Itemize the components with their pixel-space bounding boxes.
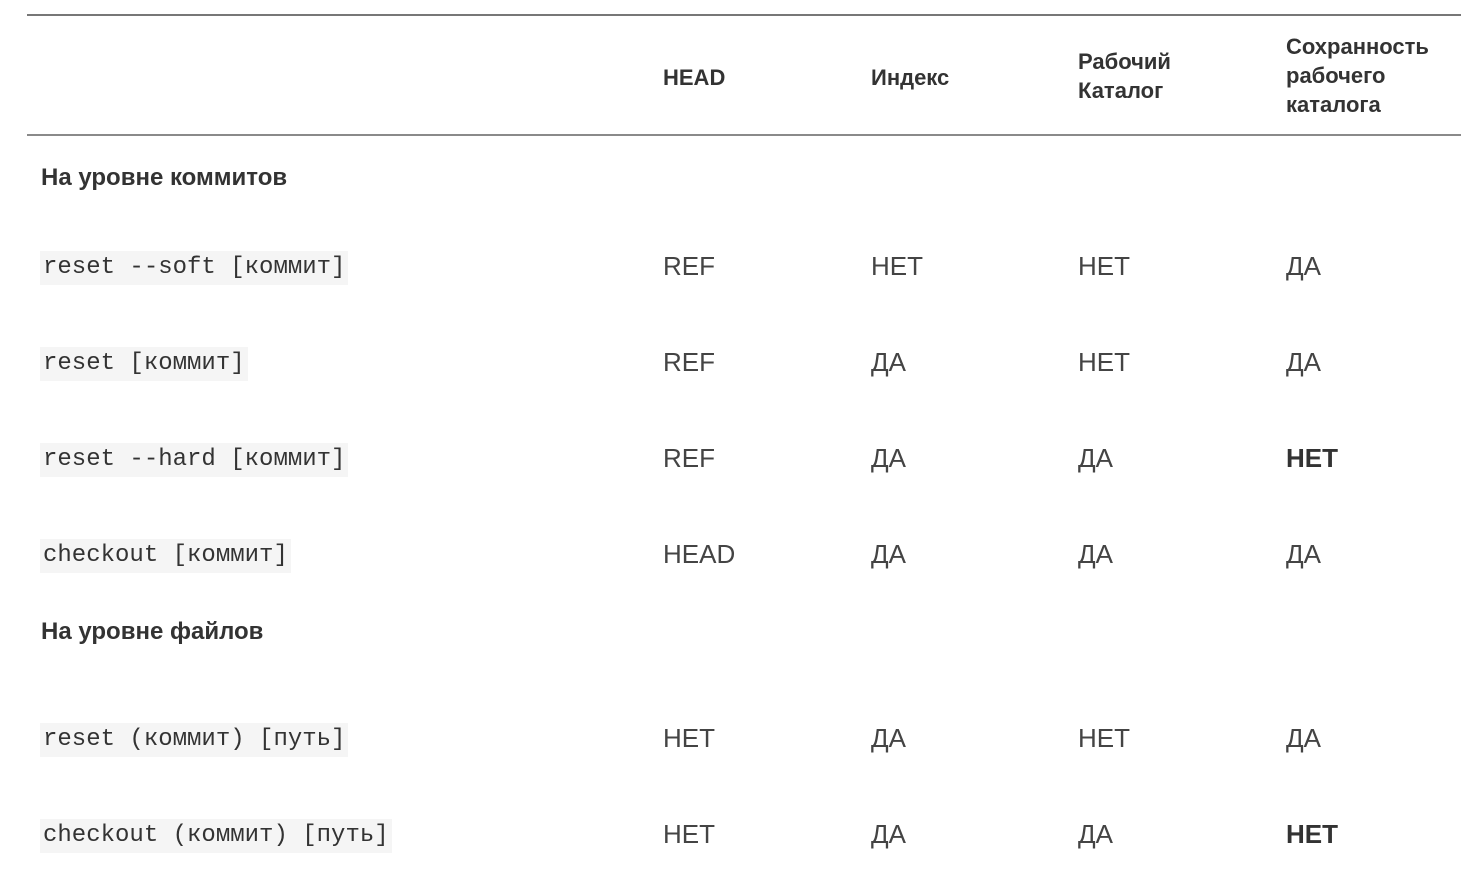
column-header-safety-line1: Сохранность (1286, 34, 1429, 59)
cell-safety: ДА (1286, 347, 1321, 377)
cell-head: HEAD (663, 539, 736, 569)
section-title-commit-level: На уровне коммитов (41, 164, 288, 191)
column-header-safety-line3: каталога (1286, 92, 1381, 117)
column-header-workdir (1078, 47, 1218, 105)
cell-workdir: ДА (1078, 819, 1113, 849)
column-header-workdir-line1: Рабочий (1078, 49, 1171, 74)
cell-safety: НЕТ (1286, 443, 1338, 473)
cell-head: REF (663, 251, 715, 281)
cell-safety: ДА (1286, 251, 1321, 281)
column-header-workdir-line2: Каталог (1078, 78, 1164, 103)
section-row-file-level (27, 608, 1461, 696)
table-row (27, 792, 1461, 888)
cell-workdir: ДА (1078, 539, 1113, 569)
section-row-commit-level (27, 136, 1461, 224)
cell-index: ДА (871, 723, 906, 753)
cell-index: ДА (871, 819, 906, 849)
cell-workdir: ДА (1078, 443, 1113, 473)
command-code: checkout [коммит] (40, 539, 291, 573)
cell-safety: ДА (1286, 539, 1321, 569)
command-code: reset --soft [коммит] (40, 251, 348, 285)
cell-workdir: НЕТ (1078, 251, 1130, 281)
table-header-row (27, 16, 1461, 134)
cell-index: ДА (871, 443, 906, 473)
cell-workdir: НЕТ (1078, 723, 1130, 753)
comparison-table (27, 14, 1461, 888)
command-code: checkout (коммит) [путь] (40, 819, 392, 853)
cell-safety: ДА (1286, 723, 1321, 753)
cell-workdir: НЕТ (1078, 347, 1130, 377)
column-header-head: HEAD (663, 65, 726, 90)
cell-head: REF (663, 443, 715, 473)
cell-head: НЕТ (663, 723, 715, 753)
command-code: reset --hard [коммит] (40, 443, 348, 477)
table-row (27, 696, 1461, 792)
column-header-safety (1286, 32, 1461, 119)
table-row (27, 224, 1461, 320)
cell-index: НЕТ (871, 251, 923, 281)
column-header-safety-line2: рабочего (1286, 63, 1386, 88)
cell-head: НЕТ (663, 819, 715, 849)
cell-head: REF (663, 347, 715, 377)
command-code: reset (коммит) [путь] (40, 723, 348, 757)
table-row (27, 320, 1461, 416)
column-header-index: Индекс (871, 65, 950, 90)
cell-index: ДА (871, 539, 906, 569)
cell-safety: НЕТ (1286, 819, 1338, 849)
table-row (27, 416, 1461, 512)
table-row (27, 512, 1461, 608)
cell-index: ДА (871, 347, 906, 377)
command-code: reset [коммит] (40, 347, 248, 381)
section-title-file-level: На уровне файлов (41, 618, 264, 645)
